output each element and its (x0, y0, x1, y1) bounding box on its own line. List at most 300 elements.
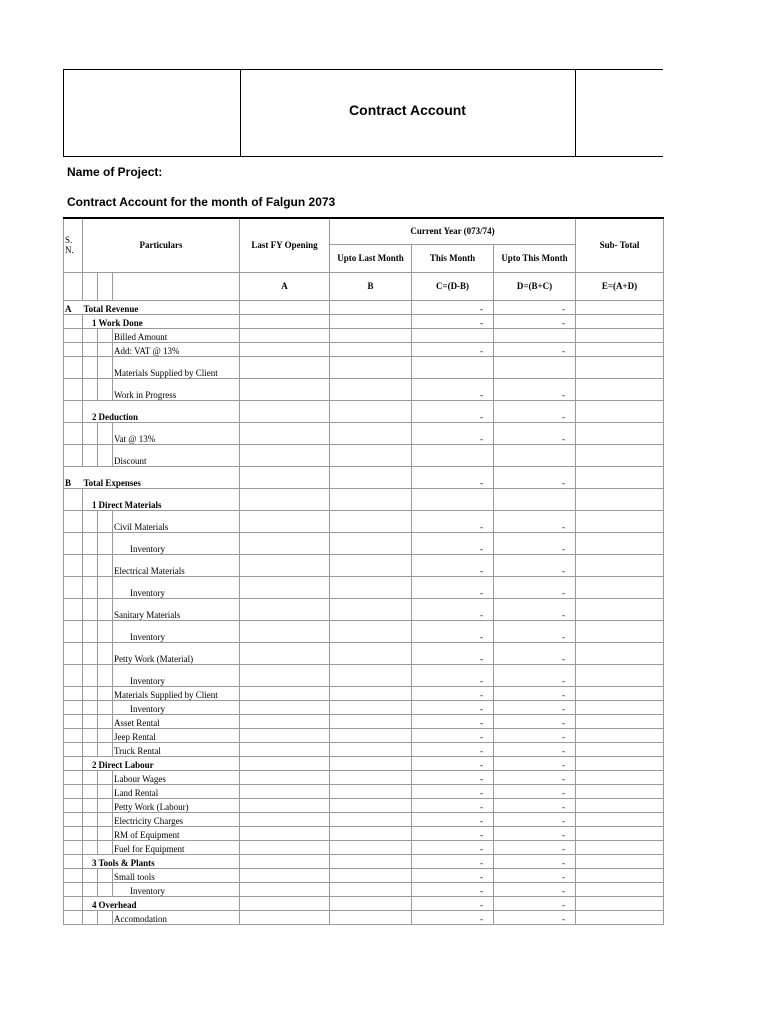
upto-this-month-cell: - (494, 300, 576, 314)
row-section-cell (64, 770, 83, 784)
row-label-cell: Electrical Materials (113, 554, 240, 576)
table-row (64, 714, 664, 728)
this-month-cell: - (412, 422, 494, 444)
last-fy-cell (240, 756, 330, 770)
table-row (64, 300, 664, 314)
last-fy-cell (240, 714, 330, 728)
upto-this-month-cell: - (494, 728, 576, 742)
last-fy-cell (240, 300, 330, 314)
subtotal-cell (576, 300, 664, 314)
this-month-cell: - (412, 300, 494, 314)
row-pad-cell (98, 714, 113, 728)
table-row (64, 728, 664, 742)
subtotal-cell (576, 328, 664, 342)
row-number-cell: 3 (83, 854, 98, 868)
last-fy-cell (240, 686, 330, 700)
row-pad-cell (83, 576, 98, 598)
this-month-cell: - (412, 532, 494, 554)
upto-this-month-header: Upto This Month (494, 244, 576, 272)
upto-last-month-cell (330, 620, 412, 642)
upto-last-month-cell (330, 664, 412, 686)
row-pad-cell (98, 784, 113, 798)
row-label-cell: Vat @ 13% (113, 422, 240, 444)
this-month-cell (412, 488, 494, 510)
row-pad-cell (98, 342, 113, 356)
upto-last-month-cell (330, 756, 412, 770)
last-fy-cell (240, 784, 330, 798)
row-pad-cell (83, 510, 98, 532)
last-fy-cell (240, 554, 330, 576)
upto-this-month-cell: - (494, 554, 576, 576)
row-pad-cell (83, 812, 98, 826)
row-pad-cell (83, 356, 98, 378)
row-section-cell (64, 868, 83, 882)
table-row (64, 686, 664, 700)
this-month-cell: - (412, 854, 494, 868)
this-month-cell: - (412, 510, 494, 532)
upto-last-month-cell (330, 798, 412, 812)
row-section-cell (64, 686, 83, 700)
last-fy-cell (240, 742, 330, 756)
this-month-cell: - (412, 728, 494, 742)
upto-last-month-cell (330, 700, 412, 714)
this-month-cell: - (412, 620, 494, 642)
upto-last-month-cell (330, 314, 412, 328)
subtotal-cell (576, 466, 664, 488)
row-label-cell: Overhead (98, 896, 240, 910)
last-fy-cell (240, 466, 330, 488)
last-fy-cell (240, 896, 330, 910)
table-row (64, 598, 664, 620)
row-pad-cell (98, 686, 113, 700)
last-fy-cell (240, 642, 330, 664)
upto-this-month-cell: - (494, 642, 576, 664)
table-row (64, 356, 664, 378)
row-number-cell: 1 (83, 488, 98, 510)
row-pad-cell (83, 728, 98, 742)
table-row (64, 510, 664, 532)
upto-this-month-cell (494, 488, 576, 510)
row-pad-cell (83, 664, 98, 686)
subtotal-cell (576, 798, 664, 812)
subtotal-cell (576, 400, 664, 422)
row-section-cell (64, 756, 83, 770)
this-month-cell: - (412, 798, 494, 812)
upto-this-month-cell: - (494, 756, 576, 770)
table-row (64, 868, 664, 882)
row-label-cell: Civil Materials (113, 510, 240, 532)
subtotal-cell (576, 728, 664, 742)
row-pad-cell (83, 444, 98, 466)
table-row (64, 882, 664, 896)
table-row (64, 664, 664, 686)
row-pad-cell (98, 554, 113, 576)
subtotal-cell (576, 770, 664, 784)
row-label-cell: Inventory (113, 700, 240, 714)
row-pad-cell (83, 642, 98, 664)
subtotal-cell (576, 314, 664, 328)
row-section-cell (64, 728, 83, 742)
row-number-cell: 2 (83, 756, 98, 770)
row-section-cell (64, 598, 83, 620)
page-title: Contract Account (349, 102, 466, 118)
upto-this-month-cell (494, 328, 576, 342)
this-month-cell: - (412, 686, 494, 700)
table-row (64, 770, 664, 784)
last-fy-cell (240, 532, 330, 554)
row-pad-cell (83, 868, 98, 882)
upto-last-month-cell (330, 784, 412, 798)
subtotal-cell (576, 664, 664, 686)
row-pad-cell (98, 868, 113, 882)
table-row (64, 532, 664, 554)
this-month-cell: - (412, 784, 494, 798)
this-month-cell: - (412, 378, 494, 400)
sn-header: S. N. (64, 218, 83, 272)
table-row (64, 642, 664, 664)
row-pad-cell (98, 882, 113, 896)
table-row (64, 378, 664, 400)
subtotal-cell (576, 444, 664, 466)
row-pad-cell (83, 328, 98, 342)
row-label-cell: Jeep Rental (113, 728, 240, 742)
subtotal-cell (576, 742, 664, 756)
subtotal-cell (576, 598, 664, 620)
row-pad-cell (98, 798, 113, 812)
table-row (64, 910, 664, 924)
row-section-cell (64, 854, 83, 868)
upto-this-month-cell: - (494, 598, 576, 620)
upto-this-month-cell: - (494, 714, 576, 728)
table-row (64, 328, 664, 342)
upto-this-month-cell: - (494, 798, 576, 812)
row-section-cell (64, 488, 83, 510)
table-row (64, 620, 664, 642)
last-fy-cell (240, 728, 330, 742)
table-row (64, 488, 664, 510)
row-label-cell: Fuel for Equipment (113, 840, 240, 854)
last-fy-cell (240, 356, 330, 378)
row-section-cell (64, 882, 83, 896)
upto-last-month-cell (330, 770, 412, 784)
this-month-cell (412, 328, 494, 342)
upto-this-month-cell: - (494, 896, 576, 910)
row-number-cell: 2 (83, 400, 98, 422)
table-row (64, 700, 664, 714)
subtotal-cell (576, 356, 664, 378)
row-label-cell: Land Rental (113, 784, 240, 798)
upto-last-month-cell (330, 554, 412, 576)
row-section-cell (64, 714, 83, 728)
table-row (64, 466, 664, 488)
row-label-cell: Discount (113, 444, 240, 466)
row-pad-cell (98, 910, 113, 924)
upto-last-month-cell (330, 356, 412, 378)
upto-last-month-cell (330, 576, 412, 598)
upto-this-month-cell: - (494, 466, 576, 488)
row-section-cell (64, 812, 83, 826)
this-month-cell: - (412, 400, 494, 422)
row-section-cell (64, 422, 83, 444)
last-fy-cell (240, 620, 330, 642)
last-fy-cell (240, 342, 330, 356)
last-fy-opening-header: Last FY Opening (240, 218, 330, 272)
last-fy-cell (240, 840, 330, 854)
row-pad-cell (83, 882, 98, 896)
this-month-cell: - (412, 642, 494, 664)
row-section-cell (64, 700, 83, 714)
last-fy-cell (240, 400, 330, 422)
row-pad-cell (98, 770, 113, 784)
row-section-cell (64, 328, 83, 342)
upto-last-month-cell (330, 742, 412, 756)
row-label-cell: Direct Labour (98, 756, 240, 770)
table-row (64, 342, 664, 356)
subtotal-cell (576, 576, 664, 598)
row-section-cell (64, 910, 83, 924)
row-pad-cell (98, 620, 113, 642)
row-pad-cell (83, 422, 98, 444)
report-subtitle: Contract Account for the month of Falgun 2073 (67, 195, 336, 209)
row-pad-cell (83, 714, 98, 728)
row-label-cell: Inventory (113, 882, 240, 896)
row-label-cell: Petty Work (Material) (113, 642, 240, 664)
subtotal-cell (576, 868, 664, 882)
row-label-cell: Truck Rental (113, 742, 240, 756)
upto-last-month-cell (330, 910, 412, 924)
row-pad-cell (83, 784, 98, 798)
row-label-cell: Inventory (113, 576, 240, 598)
upto-last-month-cell (330, 728, 412, 742)
row-label-cell: RM of Equipment (113, 826, 240, 840)
upto-this-month-cell: - (494, 910, 576, 924)
this-month-cell: - (412, 554, 494, 576)
subtotal-header: Sub- Total (576, 218, 664, 272)
this-month-cell: - (412, 756, 494, 770)
last-fy-cell (240, 510, 330, 532)
this-month-cell: - (412, 714, 494, 728)
row-label-cell: Direct Materials (98, 488, 240, 510)
upto-this-month-cell: - (494, 840, 576, 854)
row-section-cell (64, 826, 83, 840)
table-row (64, 896, 664, 910)
row-label-cell: Work in Progress (113, 378, 240, 400)
upto-last-month-header: Upto Last Month (330, 244, 412, 272)
row-label-cell: Inventory (113, 664, 240, 686)
upto-this-month-cell: - (494, 854, 576, 868)
table-row (64, 444, 664, 466)
this-month-cell: - (412, 700, 494, 714)
table-row (64, 422, 664, 444)
code-d: D=(B+C) (494, 272, 576, 300)
table-row (64, 576, 664, 598)
row-label-cell: Small tools (113, 868, 240, 882)
row-section-cell (64, 896, 83, 910)
this-month-cell: - (412, 598, 494, 620)
last-fy-cell (240, 826, 330, 840)
subtotal-cell (576, 756, 664, 770)
last-fy-cell (240, 314, 330, 328)
last-fy-cell (240, 868, 330, 882)
upto-last-month-cell (330, 826, 412, 840)
row-pad-cell (98, 378, 113, 400)
subtotal-cell (576, 812, 664, 826)
row-pad-cell (98, 356, 113, 378)
row-pad-cell (83, 686, 98, 700)
subtotal-cell (576, 840, 664, 854)
table-row (64, 742, 664, 756)
this-month-cell: - (412, 812, 494, 826)
this-month-cell: - (412, 576, 494, 598)
row-label-cell: Asset Rental (113, 714, 240, 728)
upto-last-month-cell (330, 642, 412, 664)
row-section-cell (64, 444, 83, 466)
row-pad-cell (98, 510, 113, 532)
code-pad-cell (98, 272, 113, 300)
row-label-cell: Add: VAT @ 13% (113, 342, 240, 356)
subtotal-cell (576, 554, 664, 576)
row-pad-cell (98, 532, 113, 554)
this-month-cell: - (412, 910, 494, 924)
row-pad-cell (98, 700, 113, 714)
table-row (64, 314, 664, 328)
upto-this-month-cell: - (494, 400, 576, 422)
row-pad-cell (83, 378, 98, 400)
code-e: E=(A+D) (576, 272, 664, 300)
row-label-cell: Petty Work (Labour) (113, 798, 240, 812)
row-pad-cell (83, 620, 98, 642)
last-fy-cell (240, 444, 330, 466)
upto-last-month-cell (330, 378, 412, 400)
row-pad-cell (98, 576, 113, 598)
this-month-cell: - (412, 868, 494, 882)
upto-last-month-cell (330, 868, 412, 882)
upto-this-month-cell: - (494, 510, 576, 532)
subtotal-cell (576, 826, 664, 840)
upto-last-month-cell (330, 896, 412, 910)
subtotal-cell (576, 896, 664, 910)
row-pad-cell (98, 642, 113, 664)
subtotal-cell (576, 854, 664, 868)
row-section-cell (64, 620, 83, 642)
upto-this-month-cell: - (494, 770, 576, 784)
row-pad-cell (83, 700, 98, 714)
row-label-cell: Materials Supplied by Client (113, 686, 240, 700)
last-fy-cell (240, 812, 330, 826)
row-pad-cell (98, 742, 113, 756)
upto-this-month-cell: - (494, 742, 576, 756)
this-month-cell: - (412, 466, 494, 488)
upto-last-month-cell (330, 300, 412, 314)
upto-last-month-cell (330, 400, 412, 422)
table-row (64, 400, 664, 422)
upto-last-month-cell (330, 510, 412, 532)
row-pad-cell (83, 826, 98, 840)
subtotal-cell (576, 910, 664, 924)
upto-this-month-cell: - (494, 576, 576, 598)
this-month-cell: - (412, 664, 494, 686)
upto-this-month-cell: - (494, 784, 576, 798)
row-pad-cell (83, 532, 98, 554)
table-row (64, 812, 664, 826)
row-pad-cell (83, 342, 98, 356)
upto-this-month-cell: - (494, 532, 576, 554)
row-section-cell (64, 554, 83, 576)
upto-this-month-cell (494, 444, 576, 466)
upto-last-month-cell (330, 342, 412, 356)
contract-account-table (63, 217, 664, 925)
table-row (64, 798, 664, 812)
last-fy-cell (240, 798, 330, 812)
row-section-cell (64, 532, 83, 554)
row-section-cell (64, 400, 83, 422)
subtotal-cell (576, 784, 664, 798)
upto-last-month-cell (330, 840, 412, 854)
row-pad-cell (98, 422, 113, 444)
subtotal-cell (576, 620, 664, 642)
table-row (64, 784, 664, 798)
last-fy-cell (240, 882, 330, 896)
row-section-cell: B (64, 466, 83, 488)
upto-last-month-cell (330, 444, 412, 466)
upto-last-month-cell (330, 328, 412, 342)
last-fy-cell (240, 598, 330, 620)
upto-this-month-cell: - (494, 812, 576, 826)
row-section-cell (64, 378, 83, 400)
upto-last-month-cell (330, 532, 412, 554)
subtotal-cell (576, 686, 664, 700)
subtotal-cell (576, 882, 664, 896)
row-pad-cell (98, 598, 113, 620)
row-section-cell (64, 784, 83, 798)
row-pad-cell (83, 798, 98, 812)
table-row (64, 826, 664, 840)
row-pad-cell (83, 910, 98, 924)
row-section-cell (64, 576, 83, 598)
row-pad-cell (83, 742, 98, 756)
last-fy-cell (240, 910, 330, 924)
upto-this-month-cell (494, 356, 576, 378)
row-section-cell (64, 798, 83, 812)
row-pad-cell (98, 826, 113, 840)
upto-this-month-cell: - (494, 422, 576, 444)
row-section-cell (64, 742, 83, 756)
upto-this-month-cell: - (494, 826, 576, 840)
last-fy-cell (240, 328, 330, 342)
table-row (64, 854, 664, 868)
last-fy-cell (240, 378, 330, 400)
row-label-cell: Work Done (98, 314, 240, 328)
table-row (64, 554, 664, 576)
upto-last-month-cell (330, 466, 412, 488)
row-section-cell (64, 642, 83, 664)
upto-last-month-cell (330, 882, 412, 896)
upto-last-month-cell (330, 488, 412, 510)
this-month-header: This Month (412, 244, 494, 272)
table-row (64, 840, 664, 854)
row-label-cell: Tools & Plants (98, 854, 240, 868)
this-month-cell: - (412, 770, 494, 784)
upto-last-month-cell (330, 686, 412, 700)
this-month-cell: - (412, 342, 494, 356)
row-number-cell: 4 (83, 896, 98, 910)
row-label-cell: Inventory (113, 532, 240, 554)
upto-this-month-cell: - (494, 868, 576, 882)
row-pad-cell (83, 598, 98, 620)
last-fy-cell (240, 576, 330, 598)
row-label-cell: Total Expenses (83, 466, 240, 488)
row-pad-cell (98, 664, 113, 686)
